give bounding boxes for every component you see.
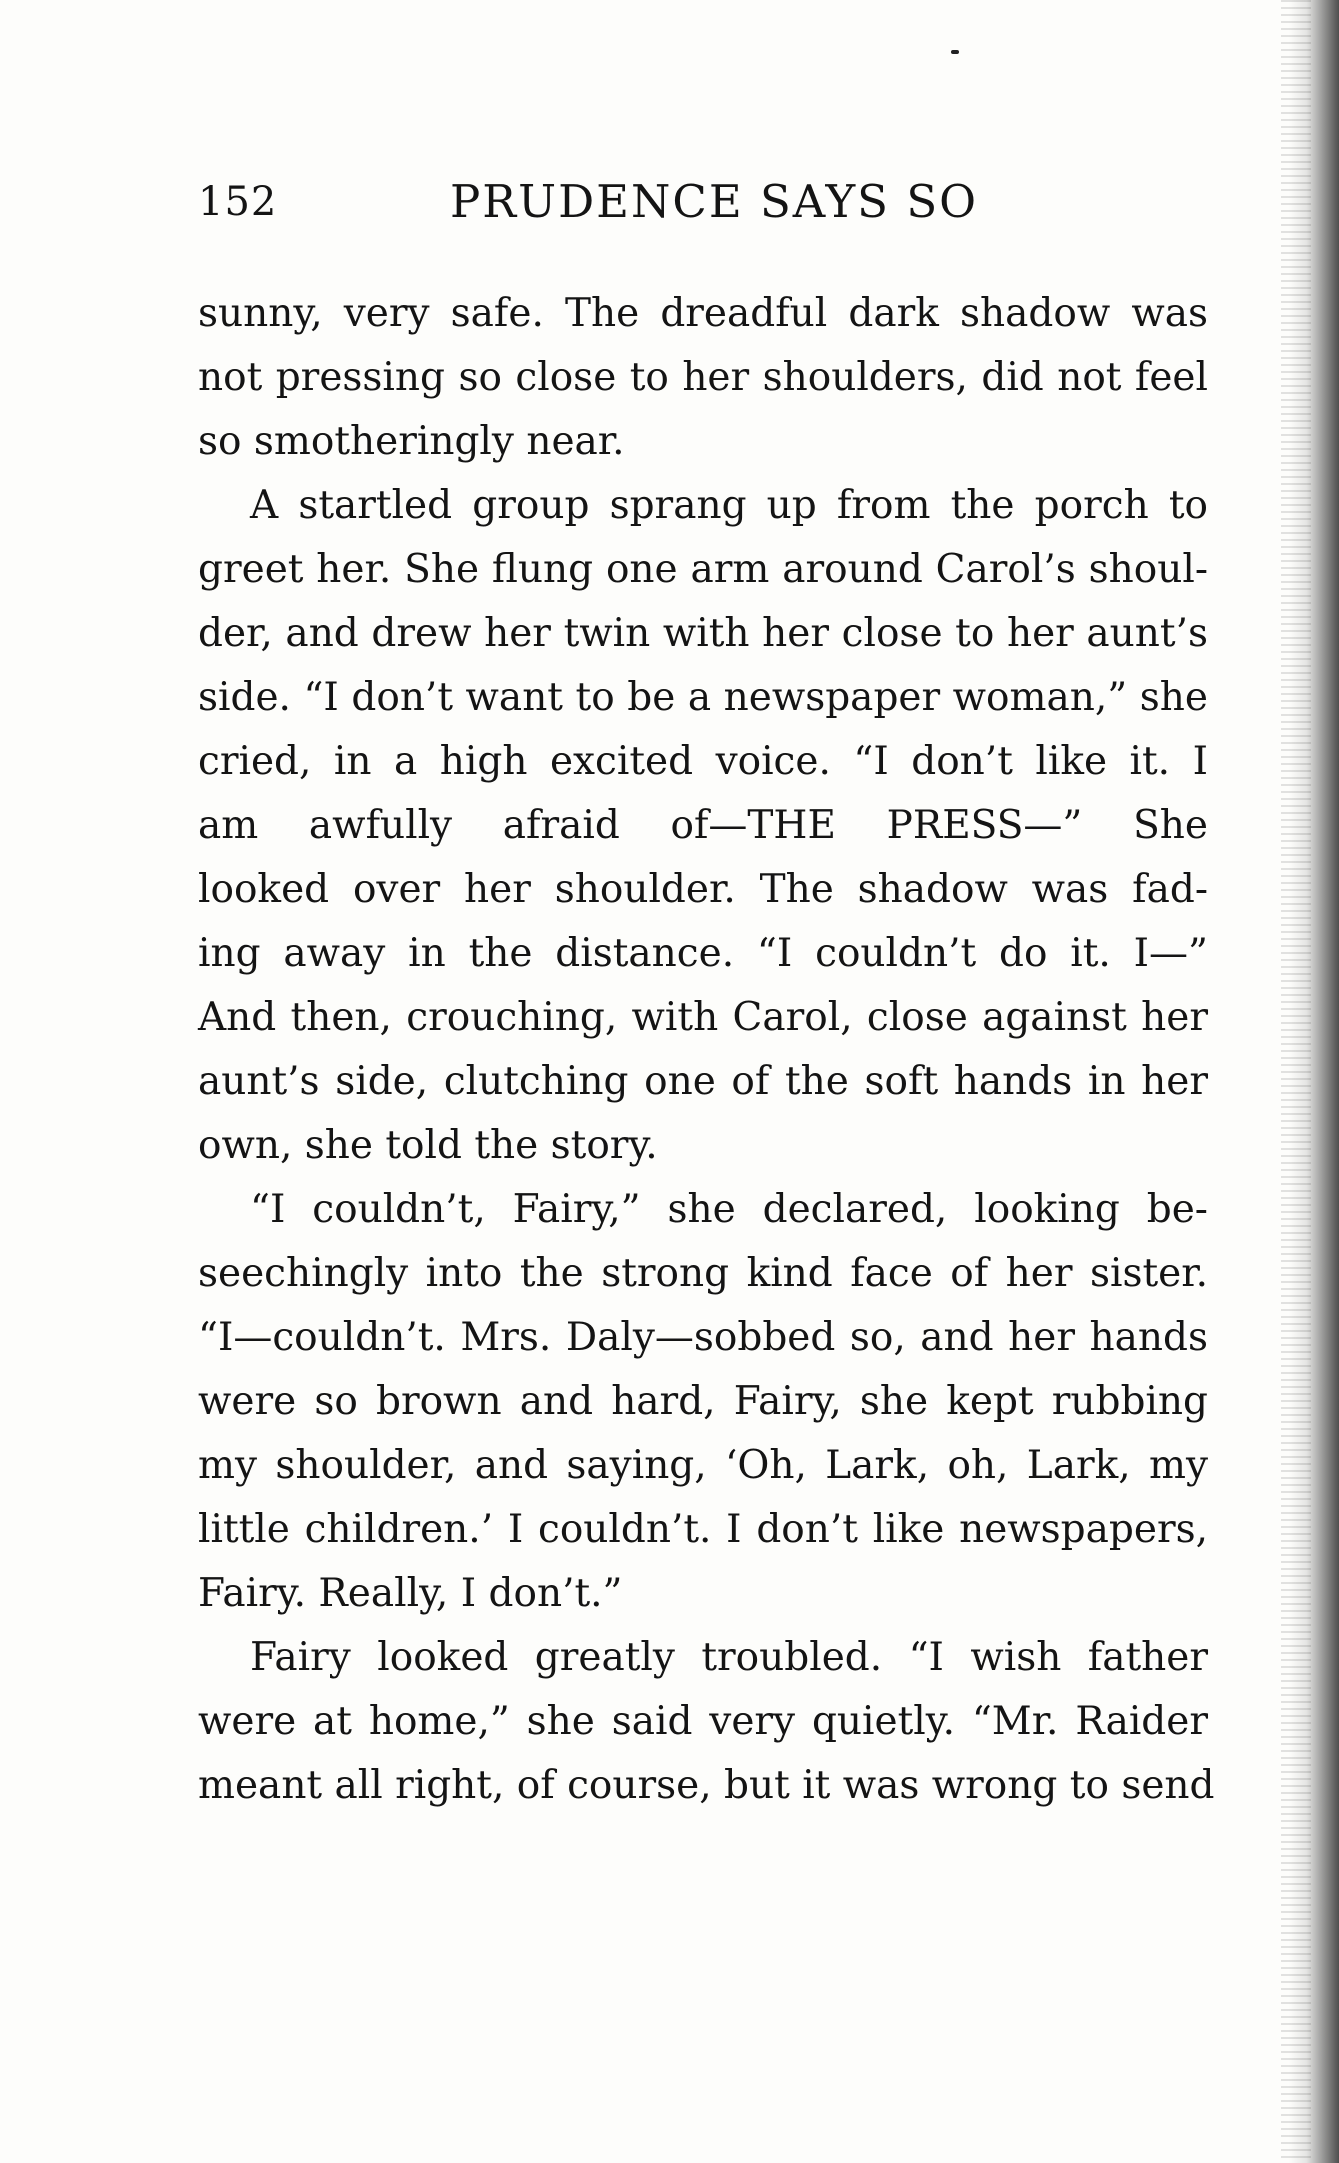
paragraph — [198, 1626, 1215, 1818]
text-line: were at home,” she said very quietly. “Mr. Raider — [198, 1699, 1208, 1744]
text-line: “I—couldn’t. Mrs. Daly—sobbed so, and her hands — [198, 1315, 1208, 1360]
text-line: A startled group sprang up from the porch to — [250, 483, 1208, 528]
text-line: were so brown and hard, Fairy, she kept rubbing — [198, 1379, 1208, 1424]
paragraph — [198, 1178, 1208, 1626]
ink-speck — [951, 50, 959, 54]
paragraph — [198, 282, 1208, 474]
text-line: cried, in a high excited voice. “I don’t like it. I — [198, 739, 1208, 784]
text-line: looked over her shoulder. The shadow was fad- — [198, 867, 1208, 912]
text-line: side. “I don’t want to be a newspaper woman,” she — [198, 675, 1208, 720]
text-line: own, she told the story. — [198, 1123, 658, 1168]
text-line: so smotheringly near. — [198, 419, 625, 464]
text-line: sunny, very safe. The dreadful dark shadow was — [198, 291, 1208, 336]
text-line: aunt’s side, clutching one of the soft hands in her — [198, 1059, 1208, 1104]
text-line: little children.’ I couldn’t. I don’t like newspapers, — [198, 1507, 1208, 1552]
text-line: seechingly into the strong kind face of her sister. — [198, 1251, 1208, 1296]
binding-texture — [1281, 0, 1311, 2163]
text-line: my shoulder, and saying, ‘Oh, Lark, oh, Lark, my — [198, 1443, 1208, 1488]
running-title: PRUDENCE SAYS SO — [450, 175, 979, 228]
text-line: am awfully afraid of—THE PRESS—” She — [198, 803, 1208, 848]
paragraph — [198, 474, 1208, 1178]
page-number: 152 — [198, 179, 278, 225]
body-text — [198, 282, 1215, 1818]
text-line: Fairy. Really, I don’t.” — [198, 1571, 623, 1616]
text-line: greet her. She flung one arm around Carol’s shoul- — [198, 547, 1208, 592]
page-header — [198, 175, 1228, 235]
text-line: meant all right, of course, but it was wrong to send — [198, 1763, 1215, 1808]
text-line: And then, crouching, with Carol, close against her — [198, 995, 1208, 1040]
text-line: der, and drew her twin with her close to her aunt’s — [198, 611, 1208, 656]
text-line: Fairy looked greatly troubled. “I wish father — [250, 1635, 1208, 1680]
text-line: “I couldn’t, Fairy,” she declared, looking be- — [250, 1187, 1208, 1232]
text-line: not pressing so close to her shoulders, did not feel — [198, 355, 1208, 400]
text-line: ing away in the distance. “I couldn’t do it. I—” — [198, 931, 1208, 976]
